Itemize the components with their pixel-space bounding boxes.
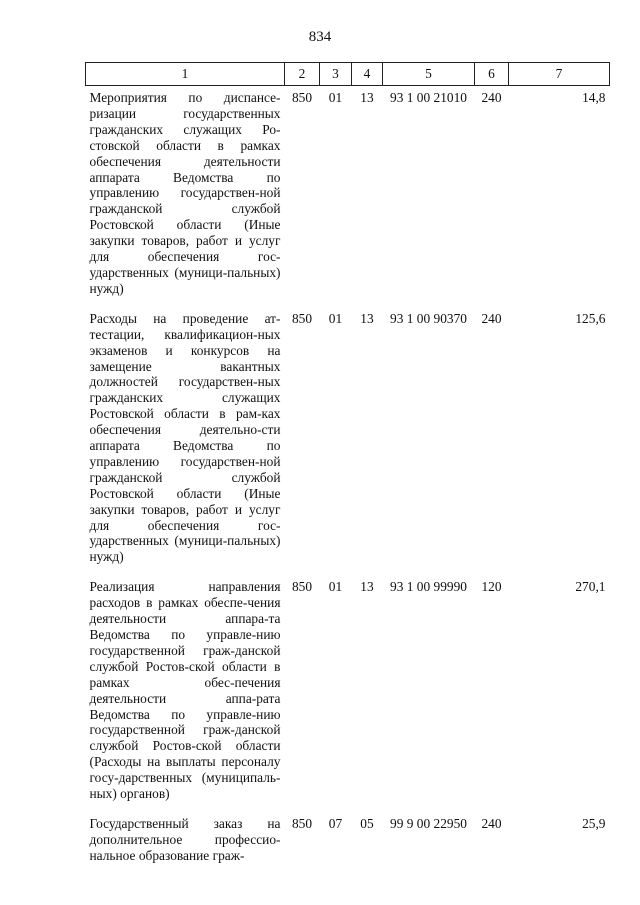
row-description: Расходы на проведение ат-тестации, квалификацион-ных экзаменов и конкурсов на замещение вакантных должностей государствен-ных гражданских служащих Ростовской области в рам-ках обеспечения деятельно-сти аппарата Ведомства по управлению государствен-ной гражданской службой Ростовской области (Иные закупки товаров, работ и услуг для обеспечения гос-ударственных (муници-пальных) нужд) xyxy=(89,310,281,565)
row-col-7: 14,8 xyxy=(582,90,606,105)
table-row xyxy=(86,572,610,809)
row-col-5: 93 1 00 99990 xyxy=(390,579,467,595)
row-col-6: 240 xyxy=(481,310,502,326)
row-col-2: 850 xyxy=(291,310,313,326)
row-col-5: 93 1 00 21010 xyxy=(390,90,467,105)
header-col-5: 5 xyxy=(383,63,475,86)
row-description: Мероприятия по диспансе-ризации государственных гражданских служащих Ро-стовской области в рамках обеспечения деятельности аппарата Ведомства по управлению государствен-ной гражданской службой Ростовской области (Иные закупки товаров, работ и услуг для обеспечения гос-ударственных (муници-пальных) нужд) xyxy=(89,90,281,296)
row-col-3: 01 xyxy=(328,90,343,105)
table-row xyxy=(86,304,610,573)
row-col-7: 270,1 xyxy=(575,579,606,595)
row-col-2: 850 xyxy=(291,579,313,595)
row-col-4: 13 xyxy=(360,310,374,326)
row-col-4: 13 xyxy=(360,579,374,595)
header-col-2: 2 xyxy=(285,63,320,86)
row-col-3: 07 xyxy=(328,815,343,831)
row-col-6: 120 xyxy=(481,579,502,595)
row-col-3: 01 xyxy=(328,579,343,595)
table-row xyxy=(86,809,610,871)
row-col-6: 240 xyxy=(481,90,502,105)
row-col-2: 850 xyxy=(291,815,313,831)
row-col-5: 93 1 00 90370 xyxy=(390,310,467,326)
page-number: 834 xyxy=(308,29,332,45)
row-col-3: 01 xyxy=(328,310,343,326)
row-description: Реализация направления расходов в рамках обеспе-чения деятельности аппара-та Ведомства по управле-нию государственной граж-данской службой Ростов-ской области в рамках обес-печения деятельности аппа-рата Ведомства по управле-нию государственной граж-данской службой Ростов-ской области (Расходы на выплаты персоналу госу-дарственных (муниципаль-ных) органов) xyxy=(89,579,281,802)
header-col-3: 3 xyxy=(320,63,352,86)
row-col-7: 125,6 xyxy=(575,310,606,326)
budget-table xyxy=(85,62,610,871)
header-col-6: 6 xyxy=(475,63,509,86)
header-col-4: 4 xyxy=(352,63,383,86)
row-col-7: 25,9 xyxy=(582,815,606,831)
row-col-5: 99 9 00 22950 xyxy=(390,815,467,831)
row-description: Государственный заказ на дополнительное профессио-нальное образование граж- xyxy=(89,815,281,863)
header-col-7: 7 xyxy=(509,63,610,86)
row-col-6: 240 xyxy=(481,815,502,831)
header-col-1: 1 xyxy=(86,63,285,86)
row-col-4: 05 xyxy=(360,815,374,831)
header-row xyxy=(86,63,610,86)
row-col-4: 13 xyxy=(360,90,374,105)
row-col-2: 850 xyxy=(291,90,313,105)
table-row xyxy=(86,86,610,304)
